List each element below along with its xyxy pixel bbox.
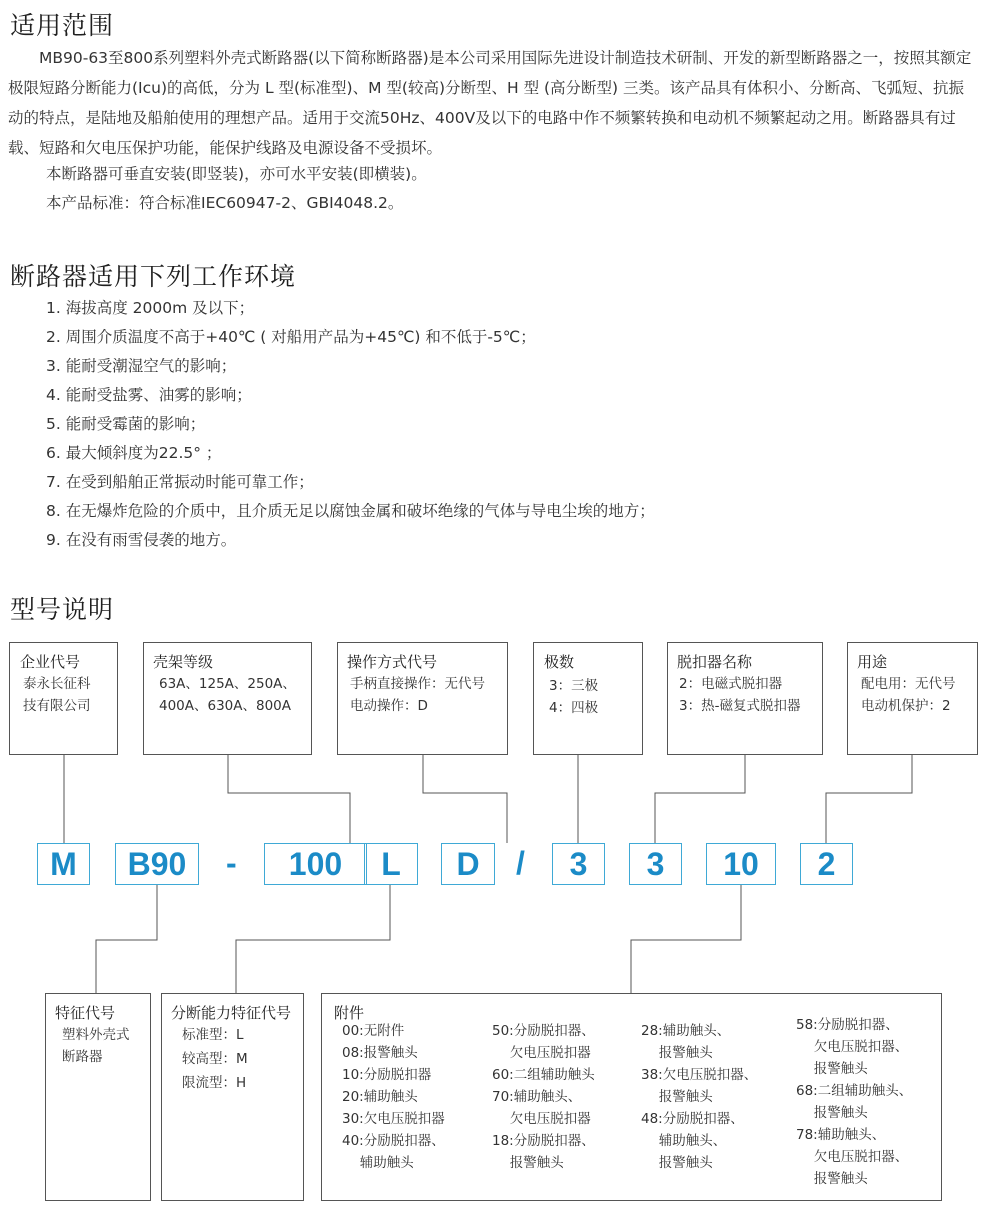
box-title: 操作方式代号 [347, 653, 438, 671]
box-title: 脱扣器名称 [677, 653, 753, 671]
accessory-item: 08:报警触头 [342, 1045, 418, 1061]
env-item: 1. 海拔高度 2000m 及以下； [46, 299, 255, 317]
code-l: L [364, 843, 418, 885]
accessory-item: 70:辅助触头、 [492, 1089, 582, 1105]
box-line: 电动机保护：2 [861, 698, 951, 714]
accessory-item: 辅助触头、 [641, 1133, 727, 1149]
env-item: 4. 能耐受盐雾、油雾的影响； [46, 386, 252, 404]
box-title: 企业代号 [20, 653, 81, 671]
code-m: M [37, 843, 90, 885]
scope-title: 适用范围 [10, 11, 115, 40]
box-line: 3：三极 [549, 678, 599, 694]
box-line: 标准型：L [182, 1027, 244, 1043]
box-line: 2：电磁式脱扣器 [679, 676, 783, 692]
usage-box [847, 642, 978, 755]
accessory-column [796, 1014, 912, 1190]
model-title: 型号说明 [10, 595, 115, 624]
accessory-item: 报警触头 [641, 1089, 713, 1105]
accessory-item: 28:辅助触头、 [641, 1023, 731, 1039]
code-dash: - [226, 845, 237, 881]
accessory-item: 48:分励脱扣器、 [641, 1111, 744, 1127]
box-line: 断路器 [62, 1049, 103, 1065]
accessory-item: 报警触头 [641, 1155, 713, 1171]
poles-box [533, 642, 643, 755]
env-item: 5. 能耐受霉菌的影响； [46, 415, 206, 433]
enterprise-code-box [9, 642, 118, 755]
box-line: 3：热-磁复式脱扣器 [679, 698, 801, 714]
code-slash: / [516, 845, 525, 881]
accessory-column [641, 1020, 757, 1174]
accessory-item: 30:欠电压脱扣器 [342, 1111, 445, 1127]
install-note: 本断路器可垂直安装(即竖装)，亦可水平安装(即横装)。 [46, 165, 427, 183]
feature-code-box [45, 993, 151, 1201]
accessory-item: 报警触头 [796, 1105, 868, 1121]
accessory-item: 20:辅助触头 [342, 1089, 418, 1105]
box-title: 用途 [857, 653, 888, 671]
accessory-item: 10:分励脱扣器 [342, 1067, 432, 1083]
box-line: 技有限公司 [23, 698, 91, 714]
code-100: 100 [264, 843, 367, 885]
accessory-item: 报警触头 [492, 1155, 564, 1171]
box-line: 电动操作：D [350, 698, 428, 714]
code-poles: 3 [552, 843, 605, 885]
box-line: 手柄直接操作：无代号 [350, 676, 485, 692]
scope-paragraph: MB90-63至800系列塑料外壳式断路器(以下简称断路器)是本公司采用国际先进设计制造技术研制、开发的新型断路器之一，按照其额定极限短路分断能力(Icu)的高低，分为 L 型(标准型)、M 型(较高)分断型、H 型 (高分断型) 三类。该产品具有体积小、分断高、飞弧短、抗振动的特点，是陆地及船舶使用的理想产品。适用于交流50Hz、400V及以下的电路中作不频繁转换和电动机不频繁起动之用。断路器具有过载、短路和欠电压保护功能，能保护线路及电源设备不受损坏。 [8, 49, 972, 157]
box-title: 特征代号 [55, 1004, 116, 1022]
box-line: 400A、630A、800A [159, 698, 292, 714]
accessory-item: 报警触头 [641, 1045, 713, 1061]
accessory-item: 00:无附件 [342, 1023, 405, 1039]
env-item: 3. 能耐受潮湿空气的影响； [46, 357, 237, 375]
accessory-column [342, 1020, 445, 1174]
accessory-item: 报警触头 [796, 1171, 868, 1187]
accessory-item: 欠电压脱扣器、 [796, 1039, 909, 1055]
accessory-item: 58:分励脱扣器、 [796, 1017, 899, 1033]
accessory-item: 欠电压脱扣器 [492, 1045, 591, 1061]
accessory-item: 78:辅助触头、 [796, 1127, 886, 1143]
env-item: 6. 最大倾斜度为22.5° ； [46, 444, 222, 462]
code-accessory: 10 [706, 843, 776, 885]
env-title: 断路器适用下列工作环境 [10, 262, 297, 291]
accessory-item: 欠电压脱扣器 [492, 1111, 591, 1127]
accessory-item: 18:分励脱扣器、 [492, 1133, 595, 1149]
accessory-item: 欠电压脱扣器、 [796, 1149, 909, 1165]
box-line: 较高型：M [182, 1051, 248, 1067]
frame-rating-box [143, 642, 312, 755]
env-item: 7. 在受到船舶正常振动时能可靠工作； [46, 473, 314, 491]
box-line: 4：四极 [549, 700, 599, 716]
accessory-item: 38:欠电压脱扣器、 [641, 1067, 758, 1083]
code-release: 3 [629, 843, 682, 885]
box-title: 附件 [334, 1004, 365, 1022]
standard-note: 本产品标准：符合标准IEC60947-2、GBI4048.2。 [46, 194, 404, 212]
release-name-box [667, 642, 823, 755]
box-line: 63A、125A、250A、 [159, 676, 296, 692]
box-title: 壳架等级 [153, 653, 214, 671]
accessory-item: 辅助触头 [342, 1155, 414, 1171]
code-d: D [441, 843, 495, 885]
env-item: 8. 在无爆炸危险的介质中，且介质无足以腐蚀金属和破坏绝缘的气体与导电尘埃的地方； [46, 502, 655, 520]
code-usage: 2 [800, 843, 853, 885]
box-title: 分断能力特征代号 [171, 1004, 292, 1022]
box-line: 配电用：无代号 [861, 676, 956, 692]
box-line: 限流型：H [182, 1075, 247, 1091]
accessory-item: 40:分励脱扣器、 [342, 1133, 445, 1149]
accessory-column [492, 1020, 595, 1174]
accessory-item: 68:二组辅助触头、 [796, 1083, 913, 1099]
env-item: 9. 在没有雨雪侵袭的地方。 [46, 531, 237, 549]
box-title: 极数 [544, 653, 575, 671]
breaking-capacity-box [161, 993, 304, 1201]
box-line: 塑料外壳式 [62, 1027, 130, 1043]
env-item: 2. 周围介质温度不高于+40℃ ( 对船用产品为+45℃) 和不低于-5℃； [46, 328, 536, 346]
operation-code-box [337, 642, 508, 755]
box-line: 泰永长征科 [23, 676, 91, 692]
code-b90: B90 [115, 843, 199, 885]
accessory-item: 50:分励脱扣器、 [492, 1023, 595, 1039]
accessory-item: 60:二组辅助触头 [492, 1067, 595, 1083]
accessory-item: 报警触头 [796, 1061, 868, 1077]
